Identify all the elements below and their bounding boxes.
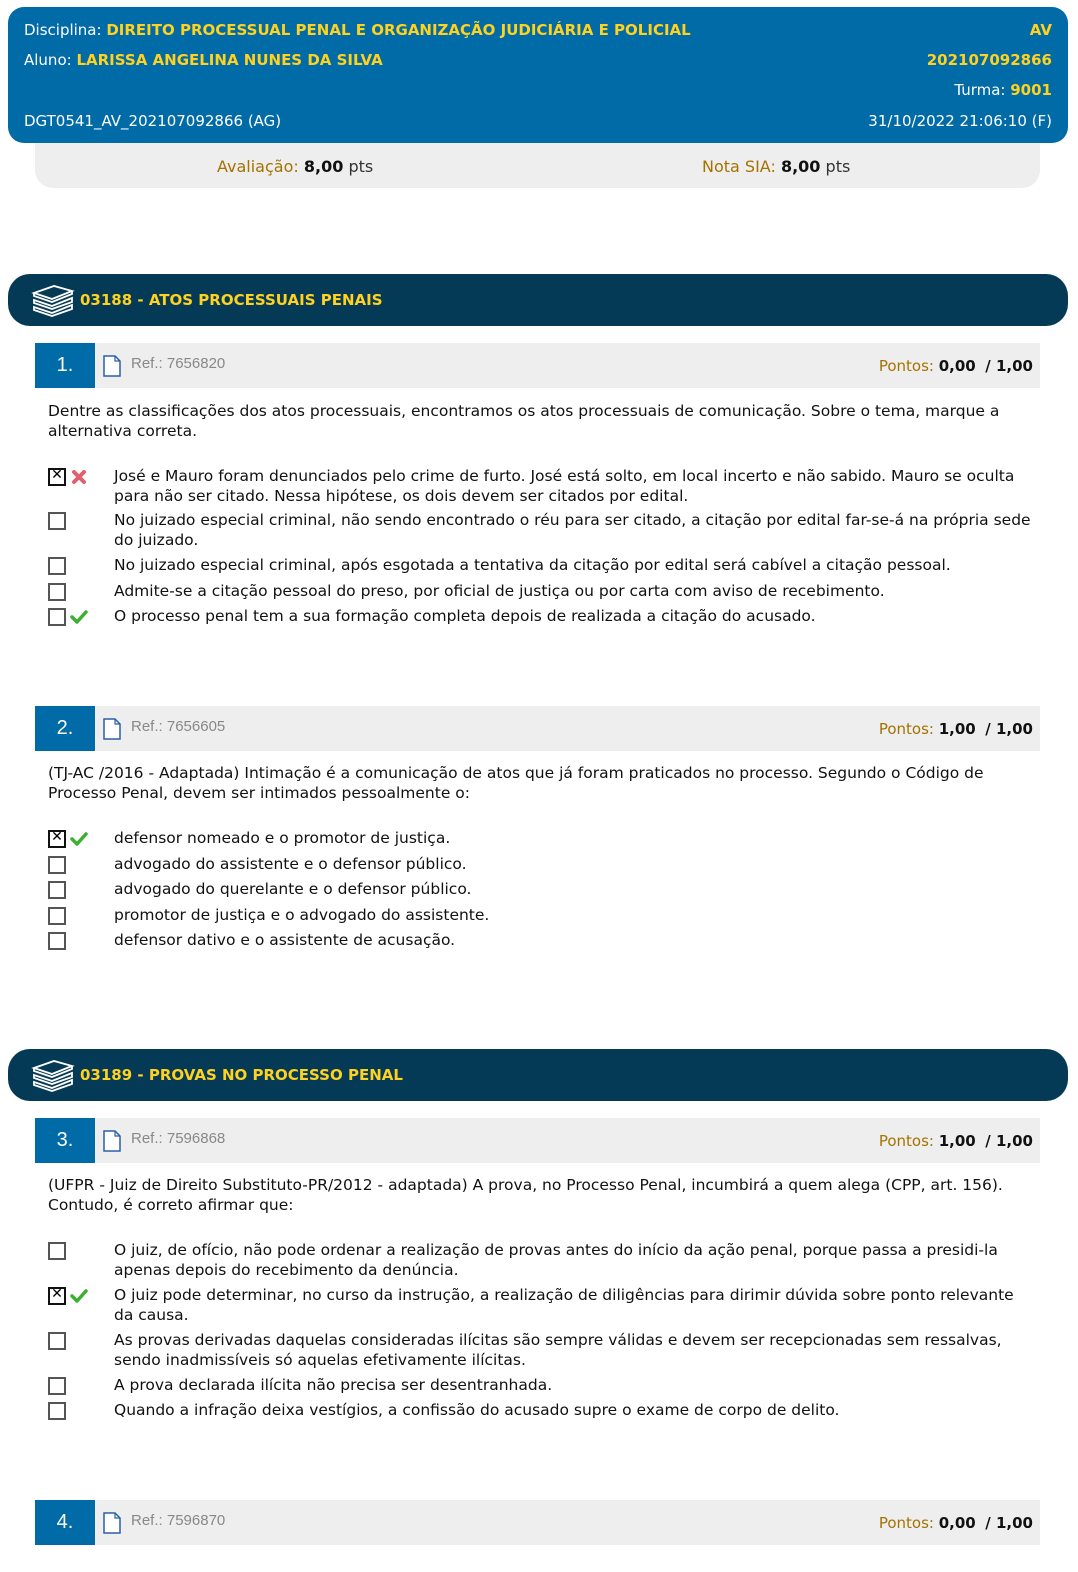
answer-checkbox[interactable] [48, 856, 66, 874]
avaliacao-label: Avaliação: [217, 157, 299, 176]
question-number: 1. [35, 343, 95, 388]
question-header [35, 1118, 1040, 1163]
correct-icon [70, 830, 88, 848]
section-title: 03189 - PROVAS NO PROCESSO PENAL [80, 1066, 403, 1084]
answer-checkbox[interactable] [48, 1287, 66, 1305]
exam-header [8, 7, 1068, 143]
answer-checkbox[interactable] [48, 907, 66, 925]
question-statement: (TJ-AC /2016 - Adaptada) Intimação é a comunicação de atos que já foram praticados no processo. Segundo o Código de Processo Penal, devem ser intimados pessoalmente o: [48, 764, 984, 802]
answer-checkbox[interactable] [48, 932, 66, 950]
matricula-value: 202107092866 [926, 51, 1052, 69]
evaluation-bar [35, 143, 1040, 188]
question-header [35, 343, 1040, 388]
answer-checkbox[interactable] [48, 1377, 66, 1395]
wrong-icon [70, 468, 88, 486]
answer-text: O juiz pode determinar, no curso da instrução, a realização de diligências para dirimir dúvida sobre ponto relevante da causa. [114, 1286, 1014, 1324]
answer-text: As provas derivadas daquelas consideradas ilícitas são sempre válidas e devem ser recepcionadas sem ressalvas, sendo inadmissíveis só aquelas efetivamente ilícitas. [114, 1331, 1002, 1369]
answer-text: No juizado especial criminal, não sendo encontrado o réu para ser citado, a citação por edital far-se-á na própria sede do juizado. [114, 511, 1031, 549]
section-title: 03188 - ATOS PROCESSUAIS PENAIS [80, 291, 383, 309]
aluno-label: Aluno: [24, 51, 72, 69]
answer-checkbox[interactable] [48, 583, 66, 601]
answer-checkbox[interactable] [48, 830, 66, 848]
question-score: Pontos: 0,00 / 1,00 [878, 1514, 1033, 1532]
answer-text: Quando a infração deixa vestígios, a confissão do acusado supre o exame de corpo de delito. [114, 1401, 840, 1419]
answer-checkbox[interactable] [48, 557, 66, 575]
answer-checkbox[interactable] [48, 468, 66, 486]
answer-text: O processo penal tem a sua formação completa depois de realizada a citação do acusado. [114, 607, 816, 625]
answer-checkbox[interactable] [48, 512, 66, 530]
exam-date: 31/10/2022 21:06:10 (F) [868, 112, 1052, 130]
question-number: 4. [35, 1500, 95, 1545]
answer-checkbox[interactable] [48, 881, 66, 899]
question-ref: Ref.: 7656605 [131, 718, 226, 735]
nota-sia-label: Nota SIA: [702, 157, 776, 176]
exam-type: AV [1029, 21, 1052, 39]
correct-icon [70, 608, 88, 626]
section-header [8, 1049, 1068, 1101]
answer-checkbox[interactable] [48, 1242, 66, 1260]
avaliacao-pts: pts [348, 157, 374, 176]
section-header [8, 274, 1068, 326]
question-ref: Ref.: 7656820 [131, 355, 226, 372]
nota-sia-value: 8,00 [780, 157, 821, 176]
answer-text: No juizado especial criminal, após esgotada a tentativa da citação por edital será cabível a citação pessoal. [114, 556, 951, 574]
question-statement: (UFPR - Juiz de Direito Substituto-PR/2012 - adaptada) A prova, no Processo Penal, incumbirá a quem alega (CPP, art. 156). Contudo, é correto afirmar que: [48, 1176, 1003, 1214]
answer-text: defensor dativo e o assistente de acusação. [114, 931, 456, 949]
aluno-value: LARISSA ANGELINA NUNES DA SILVA [76, 51, 383, 69]
answer-text: A prova declarada ilícita não precisa ser desentranhada. [114, 1376, 553, 1394]
answer-checkbox[interactable] [48, 1332, 66, 1350]
answer-text: defensor nomeado e o promotor de justiça. [114, 829, 451, 847]
answer-text: Admite-se a citação pessoal do preso, por oficial de justiça ou por carta com aviso de recebimento. [114, 582, 885, 600]
question-ref: Ref.: 7596868 [131, 1130, 226, 1147]
answer-checkbox[interactable] [48, 1402, 66, 1420]
turma-label: Turma: [954, 81, 1006, 99]
document-icon [103, 1130, 121, 1152]
question-header [35, 706, 1040, 751]
question-number: 2. [35, 706, 95, 751]
disciplina-label: Disciplina: [24, 21, 102, 39]
nota-sia-pts: pts [825, 157, 851, 176]
question-score: Pontos: 0,00 / 1,00 [878, 357, 1033, 375]
question-ref: Ref.: 7596870 [131, 1512, 226, 1529]
avaliacao-score [217, 157, 373, 176]
answer-text: promotor de justiça e o advogado do assistente. [114, 906, 490, 924]
avaliacao-value: 8,00 [303, 157, 344, 176]
exam-code: DGT0541_AV_202107092866 (AG) [24, 112, 282, 130]
answer-text: José e Mauro foram denunciados pelo crime de furto. José está solto, em local incerto e não sabido. Mauro se oculta para não ser citado. Nessa hipótese, os dois devem ser citados por edital. [114, 467, 1015, 505]
answer-text: advogado do assistente e o defensor público. [114, 855, 467, 873]
nota-sia-score [702, 157, 850, 176]
books-icon [30, 283, 76, 317]
books-icon [30, 1058, 76, 1092]
turma-value: 9001 [1010, 81, 1052, 99]
question-number: 3. [35, 1118, 95, 1163]
answer-checkbox[interactable] [48, 608, 66, 626]
answer-text: O juiz, de ofício, não pode ordenar a realização de provas antes do início da ação penal, porque passa a presidi-la apenas depois do recebimento da denúncia. [114, 1241, 998, 1279]
question-score: Pontos: 1,00 / 1,00 [878, 1132, 1033, 1150]
question-header [35, 1500, 1040, 1545]
question-statement: Dentre as classificações dos atos processuais, encontramos os atos processuais de comunicação. Sobre o tema, marque a alternativa correta. [48, 402, 1000, 440]
disciplina-value: DIREITO PROCESSUAL PENAL E ORGANIZAÇÃO JUDICIÁRIA E POLICIAL [106, 21, 691, 39]
question-score: Pontos: 1,00 / 1,00 [878, 720, 1033, 738]
document-icon [103, 1512, 121, 1534]
document-icon [103, 355, 121, 377]
answer-text: advogado do querelante e o defensor público. [114, 880, 472, 898]
correct-icon [70, 1287, 88, 1305]
document-icon [103, 718, 121, 740]
